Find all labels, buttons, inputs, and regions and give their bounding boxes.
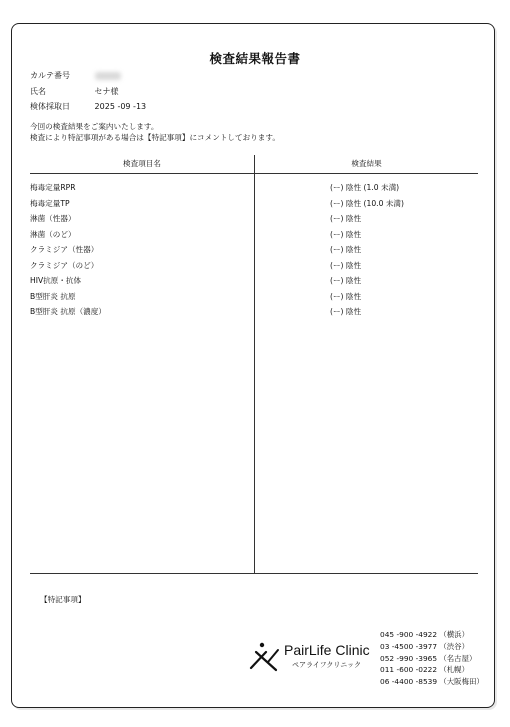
test-name: 淋菌（のど） [30,229,76,239]
phone-shibuya: 03 -4500 -3977 （渋谷） [380,641,469,651]
phone-nagoya: 052 -990 -3965 （名古屋） [380,653,477,663]
test-result: (ー) 陰性 (1.0 未満) [330,183,400,192]
test-result: (ー) 陰性 [330,245,362,254]
table-row [30,305,478,319]
phone-sapporo: 011 -600 -0222 （札幌） [380,665,469,675]
patient-name-row [30,86,119,98]
intro-line-1: 今回の検査結果をご案内いたします。 [30,122,159,131]
figure-logo-icon [248,640,282,674]
table-bottom-rule [30,573,478,574]
table-row [30,243,478,257]
test-name: B型肝炎 抗原（濃度） [30,307,106,316]
header-rule [30,173,478,174]
report-title: 検査結果報告書 [209,51,301,66]
test-name: HIV抗原・抗体 [30,276,82,285]
notes-label: 【特記事項】 [40,595,86,604]
table-row [30,197,478,211]
test-name: クラミジア（のど） [30,260,99,270]
test-result: (ー) 陰性 [330,229,362,239]
phone-yokohama: 045 -900 -4922 （横浜） [380,630,469,639]
clinic-phone-list [380,629,484,688]
test-name: クラミジア（性器） [30,245,99,254]
chart-number-row [30,70,121,82]
test-name: B型肝炎 抗原 [30,291,76,301]
chart-number-label: カルテ番号 [30,71,70,80]
test-name: 梅毒定量TP [30,198,70,208]
table-row [30,212,478,226]
test-result: (ー) 陰性 (10.0 未満) [330,198,404,208]
header-test-name: 検査項目名 [123,159,161,168]
table-row [30,274,478,288]
clinic-name-kana: ペアライフクリニック [292,661,361,669]
collection-date-value: 2025 -09 -13 [94,102,147,111]
test-result: (ー) 陰性 [330,276,362,285]
test-result: (ー) 陰性 [330,214,362,223]
phone-osaka-umeda: 06 -4400 -8539 （大阪梅田） [380,677,484,687]
patient-name-value: セナ様 [94,87,119,96]
chart-number-value [95,70,121,82]
patient-name-label: 氏名 [30,87,46,96]
test-name: 梅毒定量RPR [30,183,76,192]
clinic-name: PairLife Clinic [284,642,370,658]
test-name: 淋菌（性器） [30,214,76,223]
test-result: (ー) 陰性 [330,260,362,270]
collection-date-row [30,101,146,113]
intro-text [30,121,280,143]
intro-line-2: 検査により特記事項がある場合は【特記事項】にコメントしております。 [30,133,280,142]
redacted-value [95,72,121,80]
table-row [30,290,478,304]
table-row [30,259,478,273]
collection-date-label: 検体採取日 [30,102,70,111]
header-test-result: 検査結果 [351,159,382,168]
table-row [30,181,478,195]
clinic-logo [248,640,378,674]
test-result: (ー) 陰性 [330,291,362,301]
table-row [30,228,478,242]
test-result: (ー) 陰性 [330,307,362,316]
